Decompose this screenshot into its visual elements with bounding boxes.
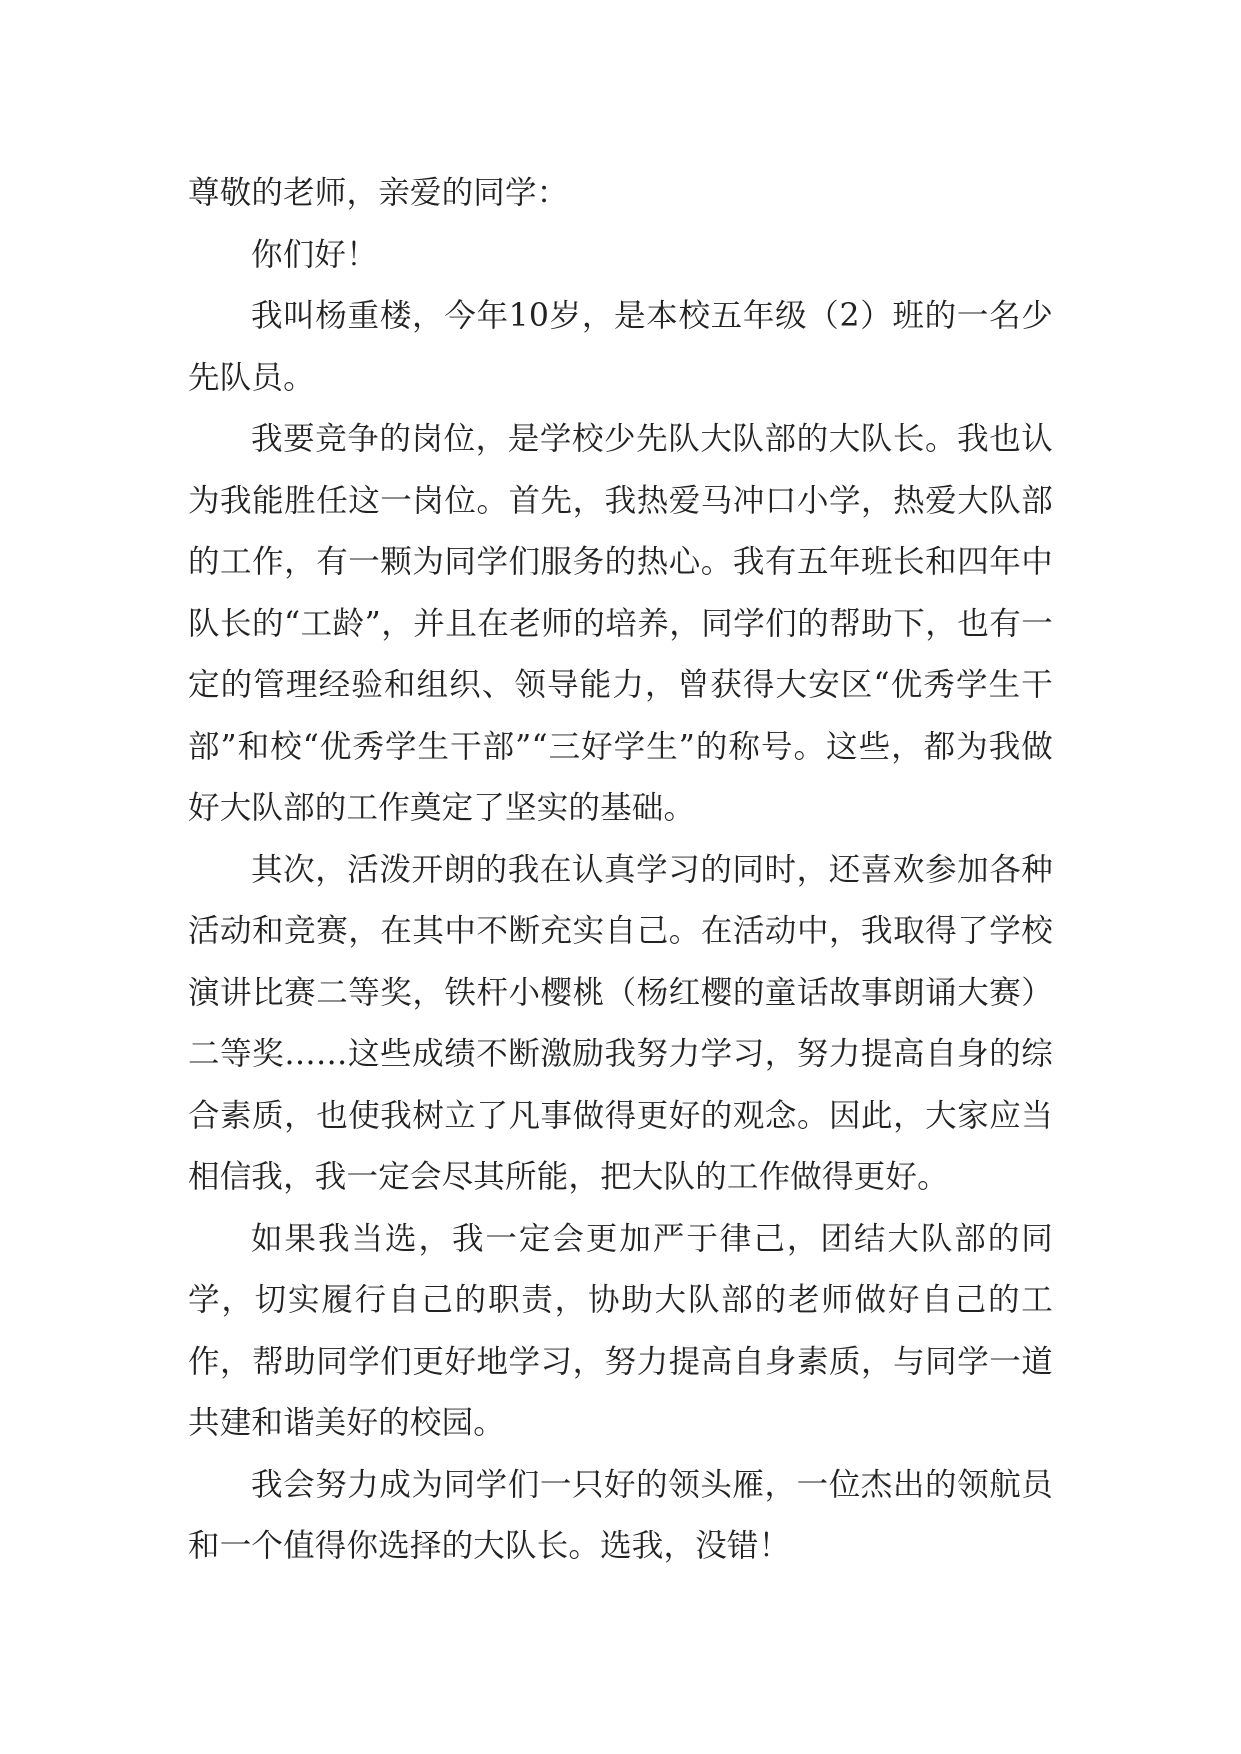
position-qualifications-paragraph: 我要竞争的岗位，是学校少先队大队部的大队长。我也认为我能胜任这一岗位。首先，我热爱马冲口小学，热爱大队部的工作，有一颗为同学们服务的热心。我有五年班长和四年中队长的“工龄”，并且在老师的培养，同学们的帮助下，也有一定的管理经验和组织、领导能力，曾获得大安区“优秀学生干部”和校“优秀学生干部”“三好学生”的称号。这些，都为我做好大队部的工作奠定了坚实的基础。 [188,421,1053,826]
introduction-paragraph: 我叫杨重楼，今年10岁，是本校五年级（2）班的一名少先队员。 [188,298,1053,396]
election-promise-paragraph: 如果我当选，我一定会更加严于律己，团结大队部的同学，切实履行自己的职责，协助大队部的老师做好自己的工作，帮助同学们更好地学习，努力提高自身素质，与同学一道共建和谐美好的校园。 [188,1220,1053,1441]
greeting-paragraph: 你们好！ [251,236,378,273]
closing-paragraph: 我会努力成为同学们一只好的领头雁，一位杰出的领航员和一个值得你选择的大队长。选我，没错！ [188,1466,1053,1564]
salutation: 尊敬的老师，亲爱的同学： [188,175,569,211]
speech-body [188,163,1053,1578]
activities-awards-paragraph: 其次，活泼开朗的我在认真学习的同时，还喜欢参加各种活动和竞赛，在其中不断充实自己。在活动中，我取得了学校演讲比赛二等奖，铁杆小樱桃（杨红樱的童话故事朗诵大赛）二等奖……这些成绩不断激励我努力学习，努力提高自身的综合素质，也使我树立了凡事做得更好的观念。因此，大家应当相信我，我一定会尽其所能，把大队的工作做得更好。 [188,851,1053,1195]
